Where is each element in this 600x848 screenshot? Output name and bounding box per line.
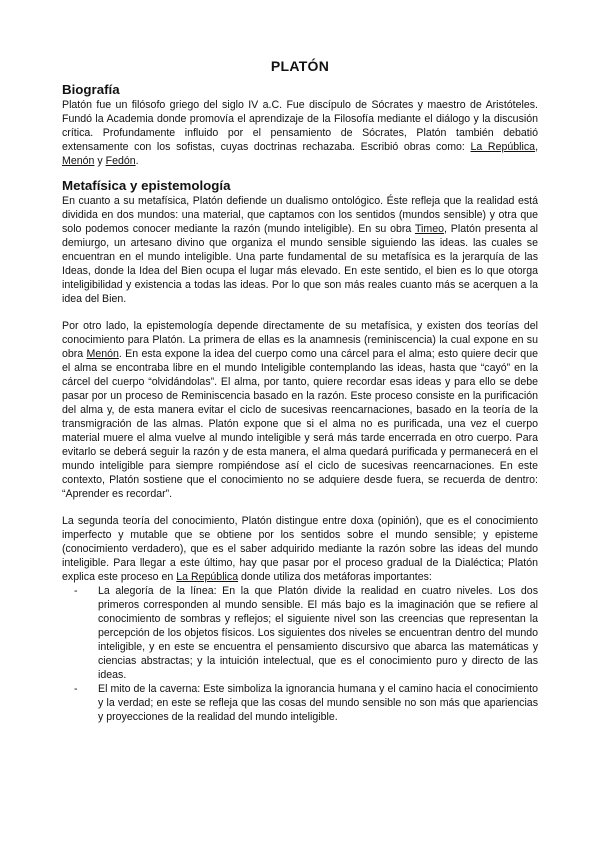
biografia-text: Platón fue un filósofo griego del siglo IV a.C. Fue discípulo de Sócrates y maestro de Aristóteles. Fundó la Academia donde promovía el aprendizaje de la Filosofía mediante el diálogo y la discusión crítica. Profundamente influido por el pensamiento de Sócrates, Platón también debatió extensamente con los sofistas, cuyas doctrinas rechazaba. Escribió obras como:: [62, 99, 538, 153]
work-menon: Menón: [86, 348, 119, 360]
paragraph-text: En cuanto a su metafísica, Platón defiende un dualismo ontológico. Éste refleja que la realidad está dividida en dos mundos: una material, que captamos con los sentidos (mundos sensible) y otra que solo podemos conocer mediante la razón (mundo inteligible). En su obra: [62, 195, 538, 235]
list-item: [74, 682, 538, 724]
list-item-text: El mito de la caverna: Este simboliza la ignorancia humana y el camino hacia el conocimiento y la verdad; en este se refleja que las cosas del mundo sensible no son más que apariencias y proyecciones de la realidad del mundo inteligible.: [98, 683, 538, 723]
separator: y: [94, 155, 106, 167]
work-menon: Menón: [62, 155, 95, 167]
paragraph-text: La segunda teoría del conocimiento, Platón distingue entre doxa (opinión), que es el conocimiento imperfecto y mutable que se obtiene por los sentidos sobre el mundo sensible; y episteme (conocimiento verdadero), que es el saber adquirido mediante la razón sobre las ideas del mundo inteligible. Para llegar a este último, hay que pasar por el proceso gradual de la Dialéctica; Platón explica este proceso en: [62, 515, 538, 583]
section-heading-biografia: Biografía: [62, 82, 120, 97]
section-heading-metafisica: Metafísica y epistemología: [62, 178, 231, 193]
paragraph-text: . En esta expone la idea del cuerpo como una cárcel para el alma; esto quiere decir que el alma se encontraba libre en el mundo Inteligible contemplando las ideas, hasta que “cayó” en la cárcel del cuerpo “olvidándolas”. El alma, por tanto, quiere recordar esas ideas y para ello se debe pasar por un proceso de Reminiscencia basado en la razón. Este proceso consiste en la purificación del alma y, de esta manera evitar el ciclo de sucesivas reencarnaciones, basado en la teoría de la transmigración de las almas. Platón expone que si el alma no es purificada, una vez el cuerpo material muere el alma vuelve al mundo inteligible y será más tarde encerrada en otro cuerpo. Para evitarlo se deberá seguir la razón y de esta manera, el alma quedará purificada y permanecerá en el mundo inteligible para siempre rompiéndose así el ciclo de sucesivas reencarnaciones. En este contexto, Platón sostiene que el conocimiento no se adquiere desde fuera, se recuerda de dentro: “Aprender es recordar”.: [62, 348, 538, 500]
separator: ,: [535, 141, 539, 153]
paragraph-gap: [62, 306, 538, 319]
paragraph-text: , Platón presenta al demiurgo, un artesano divino que organiza el mundo sensible siguiendo las ideas. las cuales se encuentran en el mundo inteligible. Una parte fundamental de su metafísica es la jerarquía de las Ideas, donde la Idea del Bien ocupa el lugar más elevado. En este sentido, el bien es lo que otorga inteligibilidad y existencia a todas las ideas. Por lo que son más reales cuanto más se acerquen a la idea del Bien.: [62, 223, 538, 305]
paragraph-text: donde utiliza dos metáforas importantes:: [238, 571, 432, 583]
list-item-text: La alegoría de la línea: En la que Platón divide la realidad en cuatro niveles. Los dos primeros corresponden al mundo sensible. El más bajo es la imaginación que se refiere al conocimiento de sombras y reflejos; el siguiente nivel son las creencias que representan la percepción de los objetos físicos. Los siguientes dos niveles se encuentran dentro del mundo inteligible, y en este se encuentra el pensamiento discursivo que abarca las matemáticas y ciencias abstractas; y la intuición intelectual, que es el conocimiento puro y directo de las ideas.: [98, 585, 538, 681]
paragraph-text: Por otro lado, la epistemología depende directamente de su metafísica, y existen dos teorías del conocimiento para Platón. La primera de ellas es la anamnesis (reminiscencia) la cual expone en su obra: [62, 320, 538, 360]
work-la-republica: La República: [176, 571, 239, 583]
metafisica-paragraph-1: [62, 194, 538, 306]
end-period: .: [135, 155, 139, 167]
list-item: [74, 584, 538, 682]
dash-bullet: -: [74, 585, 78, 597]
work-timeo: Timeo: [414, 223, 445, 235]
metafisica-paragraph-2: [62, 319, 538, 501]
biografia-paragraph: [62, 98, 538, 168]
paragraph-gap: [62, 501, 538, 514]
page-title: PLATÓN: [270, 58, 330, 74]
work-fedon: Fedón: [105, 155, 136, 167]
work-la-republica: La República: [470, 141, 536, 153]
metafisica-paragraph-3: [62, 514, 538, 584]
dash-bullet: -: [74, 683, 78, 695]
metaphor-list: [62, 584, 538, 724]
